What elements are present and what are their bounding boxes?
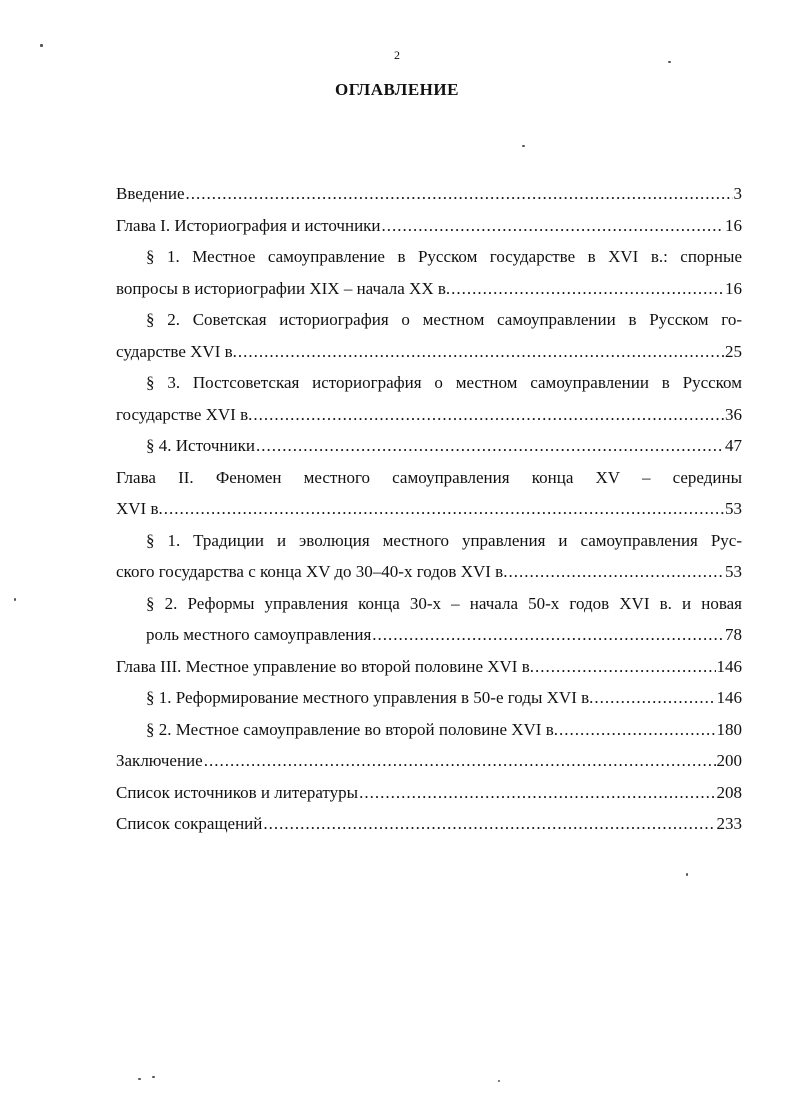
scan-speck xyxy=(686,873,688,876)
leader-dots xyxy=(186,178,733,210)
toc-entry-text: Заключение xyxy=(116,751,203,770)
toc-page-number: 146 xyxy=(716,688,742,707)
leader-dots xyxy=(263,808,715,840)
leader-dots xyxy=(204,745,716,777)
toc-entry-ch1-s1-line1[interactable]: § 1. Местное самоуправление в Русском государстве в XVI в.: спорные xyxy=(146,247,742,266)
toc-entry-text: роль местного самоуправления xyxy=(146,625,372,644)
toc-entry-ch1-s4[interactable] xyxy=(116,430,742,462)
scan-speck xyxy=(522,145,525,147)
scan-speck xyxy=(138,1078,141,1080)
leader-dots xyxy=(164,493,724,525)
toc-entry-ch3-s2[interactable] xyxy=(116,714,742,746)
toc-page-number: 53 xyxy=(725,562,742,581)
scan-speck xyxy=(668,61,671,63)
toc-entry-text: Список источников и литературы xyxy=(116,782,359,802)
toc-entry-text: сударстве XVI в. xyxy=(116,341,237,361)
toc-page-number: 208 xyxy=(716,782,742,802)
page-number: 2 xyxy=(394,48,400,62)
toc-entry-ch1-s3-line1[interactable]: § 3. Постсоветская историография о местном самоуправлении в Русском xyxy=(146,373,742,392)
leader-dots xyxy=(372,619,724,651)
toc-entry-text: Глава I. Историография и источники xyxy=(116,215,381,235)
toc-entry-chapter-3[interactable] xyxy=(116,651,742,683)
toc-page-number: 16 xyxy=(725,278,742,298)
leader-dots xyxy=(359,777,715,809)
toc-page-number: 233 xyxy=(716,814,742,833)
leader-dots xyxy=(559,714,716,746)
toc-entry-text: § 4. Источники xyxy=(146,436,255,455)
toc-page-number: 146 xyxy=(716,656,742,676)
toc-entry-sources[interactable] xyxy=(116,777,742,809)
toc-entry-chapter-1[interactable] xyxy=(116,210,742,242)
toc-entry-text: Введение xyxy=(116,184,185,203)
leader-dots xyxy=(535,651,716,683)
toc-entry-ch1-s2-line2[interactable] xyxy=(116,336,742,368)
toc-entry-abbreviations[interactable] xyxy=(116,808,742,840)
leader-dots xyxy=(253,399,724,431)
table-of-contents xyxy=(116,178,742,840)
scan-speck xyxy=(152,1076,155,1078)
page-title: ОГЛАВЛЕНИЕ xyxy=(335,80,459,99)
toc-entry-text: § 1. Реформирование местного управления в 50-е годы XVI в. xyxy=(146,688,594,707)
toc-page-number: 47 xyxy=(725,436,742,455)
toc-page-number: 25 xyxy=(725,341,742,361)
toc-page-number: 78 xyxy=(725,625,742,644)
leader-dots xyxy=(594,682,715,714)
toc-entry-ch2-s1-line1[interactable]: § 1. Традиции и эволюция местного управления и самоуправления Рус- xyxy=(146,530,742,550)
toc-page-number: 36 xyxy=(725,404,742,424)
toc-page-number: 16 xyxy=(725,215,742,235)
leader-dots xyxy=(508,556,724,588)
toc-entry-text: государстве XVI в. xyxy=(116,404,253,424)
leader-dots xyxy=(382,210,724,242)
toc-entry-text: § 2. Местное самоуправление во второй половине XVI в. xyxy=(146,719,558,739)
toc-entry-text: Глава III. Местное управление во второй половине XVI в. xyxy=(116,656,534,676)
toc-entry-conclusion[interactable] xyxy=(116,745,742,777)
toc-entry-text: Список сокращений xyxy=(116,814,263,833)
scan-speck xyxy=(40,44,43,47)
toc-page-number: 180 xyxy=(716,719,742,739)
leader-dots xyxy=(256,430,724,462)
leader-dots xyxy=(238,336,724,368)
toc-entry-ch1-s2-line1[interactable]: § 2. Советская историография о местном самоуправлении в Русском го- xyxy=(146,310,742,329)
toc-page-number: 3 xyxy=(733,184,742,203)
toc-entry-ch3-s1[interactable] xyxy=(116,682,742,714)
toc-entry-ch1-s1-line2[interactable] xyxy=(116,273,742,305)
toc-entry-text: ского государства с конца XV до 30–40-х годов XVI в. xyxy=(116,562,508,581)
toc-entry-text: XVI в. xyxy=(116,499,163,518)
toc-page-number: 53 xyxy=(725,499,742,518)
toc-entry-ch1-s3-line2[interactable] xyxy=(116,399,742,431)
scan-speck xyxy=(14,598,16,601)
toc-entry-chapter-2-line2[interactable] xyxy=(116,493,742,525)
toc-entry-text: вопросы в историографии XIX – начала XX в. xyxy=(116,278,451,298)
toc-page-number: 200 xyxy=(716,751,742,770)
scan-speck xyxy=(498,1080,500,1082)
toc-entry-ch2-s2-line1[interactable]: § 2. Реформы управления конца 30-х – начала 50-х годов XVI в. и новая xyxy=(146,593,742,613)
toc-entry-ch2-s1-line2[interactable] xyxy=(116,556,742,588)
toc-entry-intro[interactable] xyxy=(116,178,742,210)
toc-entry-ch2-s2-line2[interactable] xyxy=(116,619,742,651)
toc-entry-chapter-2-line1[interactable]: Глава II. Феномен местного самоуправления конца XV – середины xyxy=(116,467,742,487)
leader-dots xyxy=(451,273,724,305)
